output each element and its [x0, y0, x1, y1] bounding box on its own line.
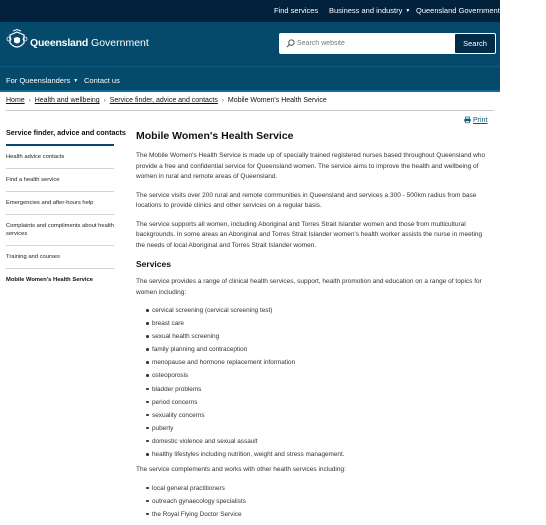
main-content [136, 130, 488, 525]
list-item: local general practitioners [146, 484, 488, 493]
list-item: period concerns [146, 398, 488, 407]
chevron-right-icon: › [103, 98, 106, 104]
list-item: family planning and contraception [146, 345, 488, 354]
list-item: healthy lifestyles including nutrition, weight and stress management. [146, 450, 488, 459]
list-item: the Royal Flying Doctor Service [146, 510, 488, 519]
services-intro: The service provides a range of clinical health services, support, health promotion and education on a range of topics for women including: [136, 278, 482, 296]
queensland-crest-icon[interactable] [6, 29, 28, 53]
chevron-down-icon: ▼ [73, 78, 79, 84]
intro-paragraph: The Mobile Women's Health Service is made up of specially trained registered nurses based throughout Queensland who provide a free and confidential service for Queensland women. The service aims to improve the health and wellbeing of women in rural and remote areas of Queensland. [136, 152, 486, 180]
business-industry-menu[interactable] [329, 6, 410, 15]
page-title: Mobile Women's Health Service [136, 130, 294, 142]
top-utility-bar [0, 0, 546, 22]
search-input[interactable] [297, 35, 452, 52]
list-item: sexual health screening [146, 332, 488, 341]
print-label: Print [473, 117, 488, 124]
search-button[interactable]: Search [454, 33, 496, 54]
intro-paragraph: The service visits over 200 rural and remote communities in Queensland and services a 300 - 500km radius from base locations to provide clinics and other services on a regular basis. [136, 191, 477, 209]
sidebar-title[interactable]: Service finder, advice and contacts [6, 124, 114, 146]
sidebar-item-mobile-womens-health[interactable]: Mobile Women's Health Service [6, 277, 93, 283]
list-item: osteoporosis [146, 371, 488, 380]
logo-bold: Queensland [30, 37, 89, 49]
services-heading: Services [136, 259, 171, 269]
chevron-down-icon: ▼ [405, 8, 411, 14]
printer-icon [464, 117, 471, 123]
list-item: domestic violence and sexual assault [146, 437, 488, 446]
list-item: breast care [146, 319, 488, 328]
business-industry-label: Business and industry [329, 6, 403, 15]
list-item: sexuality concerns [146, 411, 488, 420]
logo-regular: Government [91, 37, 149, 49]
main-nav [0, 66, 500, 92]
employees-menu[interactable] [416, 6, 546, 15]
sidebar-item-health-advice[interactable]: Health advice contacts [6, 146, 114, 169]
employees-label: Queensland Government employees [416, 6, 539, 15]
list-item: outreach gynaecology specialists [146, 497, 488, 506]
intro-paragraph: The service supports all women, including Aboriginal and Torres Strait Islander women and those from multicultural backgrounds. In some areas an Aboriginal and Torres Strait Islander women's health worker assists the nurse in meeting the needs of local Aboriginal and Torres Strait Islander women. [136, 220, 483, 249]
nav-contact-us[interactable]: Contact us [84, 76, 120, 85]
breadcrumb-divider [6, 110, 494, 111]
site-logo-text[interactable] [30, 37, 149, 49]
list-item: puberty [146, 424, 488, 433]
sidebar-item-complaints[interactable]: Complaints and compliments about health services [6, 215, 114, 246]
list-item: menopause and hormone replacement information [146, 358, 488, 367]
nav-divider [0, 90, 500, 92]
sidebar-item-training[interactable]: Training and courses [6, 246, 114, 269]
search-icon [286, 39, 295, 48]
sidebar-item-find-service[interactable]: Find a health service [6, 169, 114, 192]
chevron-right-icon: › [221, 98, 224, 104]
list-item: bladder problems [146, 385, 488, 394]
breadcrumb-service-finder[interactable]: Service finder, advice and contacts [109, 97, 218, 104]
list-item: cervical screening (cervical screening test) [146, 306, 488, 315]
breadcrumb-health-wellbeing[interactable]: Health and wellbeing [34, 97, 100, 104]
find-services-link[interactable]: Find services [274, 6, 319, 15]
breadcrumb-home[interactable]: Home [6, 97, 25, 104]
sidebar-item-emergencies[interactable]: Emergencies and after-hours help [6, 192, 114, 215]
print-link[interactable] [464, 116, 487, 124]
chevron-right-icon: › [28, 98, 31, 104]
breadcrumb-current: Mobile Women's Health Service [227, 97, 327, 104]
nav-for-queenslanders-label: For Queenslanders [6, 76, 71, 85]
search-box [279, 33, 456, 54]
nav-for-queenslanders[interactable] [6, 76, 78, 85]
complements-intro: The service complements and works with other health services including: [136, 466, 346, 474]
chevron-down-icon: ▼ [541, 8, 546, 14]
complements-list [136, 484, 488, 519]
services-list [136, 306, 488, 459]
breadcrumb [6, 97, 327, 104]
sidebar-nav [6, 124, 126, 291]
